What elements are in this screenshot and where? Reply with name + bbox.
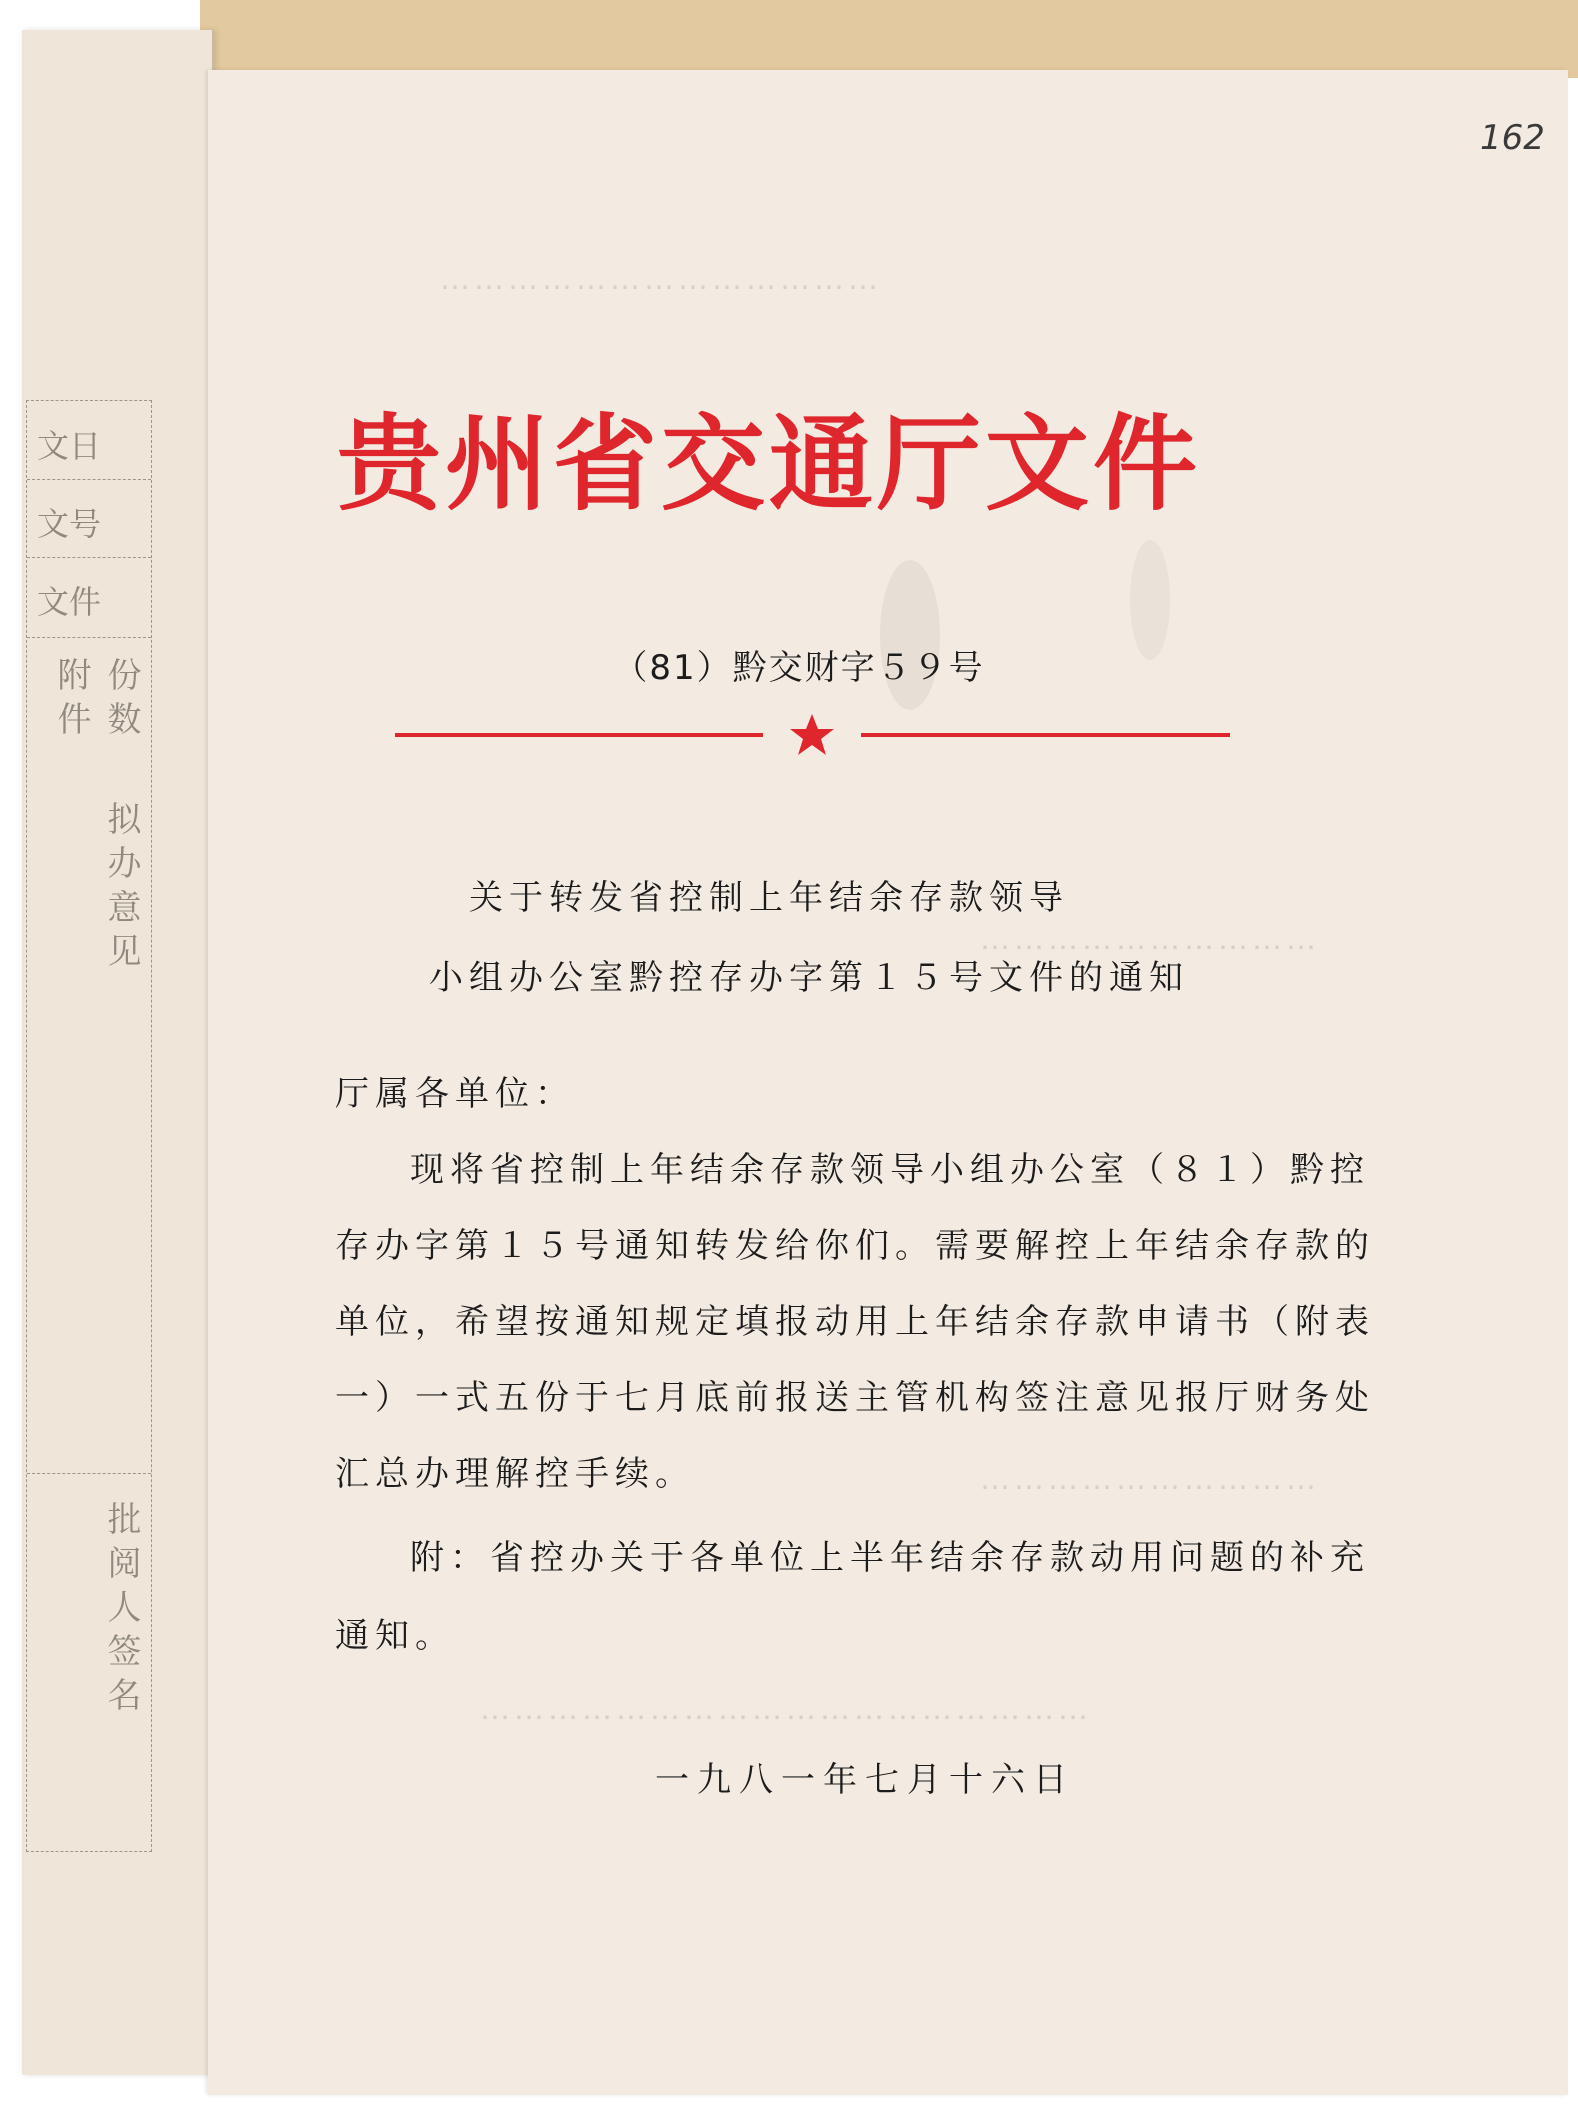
addressee: 厅属各单位： — [335, 1074, 575, 1114]
backing-board — [200, 0, 1578, 78]
body-line: 汇总办理解控手续。 — [335, 1454, 695, 1494]
form-cell — [27, 637, 151, 1474]
form-row-label: 文号 — [37, 505, 102, 543]
subject-line-2: 小组办公室黔控存办字第１５号文件的通知 — [429, 958, 1189, 998]
star-icon — [790, 714, 834, 755]
subject-line-1: 关于转发省控制上年结余存款领导 — [469, 878, 1069, 918]
bleed-through-text: ⋯⋯⋯⋯⋯⋯⋯⋯⋯⋯⋯⋯⋯ — [440, 270, 882, 305]
body-line: 现将省控制上年结余存款领导小组办公室（８１）黔控 — [410, 1150, 1370, 1190]
page-number: 162 — [1480, 118, 1545, 158]
form-row-label: 文日 — [37, 427, 102, 465]
body-line: 一）一式五份于七月底前报送主管机构签注意见报厅财务处 — [335, 1378, 1375, 1418]
bleed-through-text: ⋯⋯⋯⋯⋯⋯⋯⋯⋯⋯ — [980, 1470, 1320, 1505]
body-line: 存办字第１５号通知转发给你们。需要解控上年结余存款的 — [335, 1226, 1375, 1266]
routing-form-page — [22, 30, 214, 2075]
form-row-label: 文件 — [37, 583, 102, 621]
form-row-label: 份数 — [101, 657, 141, 745]
document-number: （81）黔交财字５９号 — [613, 648, 985, 688]
attachment-line: 通知。 — [335, 1616, 455, 1656]
bleed-through-text: ⋯⋯⋯⋯⋯⋯⋯⋯⋯⋯ — [980, 930, 1320, 965]
form-row-label: 批阅人签名 — [101, 1501, 141, 1721]
document-header-title: 贵州省交通厅文件 — [336, 403, 1201, 525]
red-star-divider — [395, 712, 1230, 758]
form-row-label: 拟办意见 — [101, 801, 141, 977]
form-row-label: 附件 — [51, 657, 91, 745]
bleed-through-text: ⋯⋯⋯⋯⋯⋯⋯⋯⋯⋯⋯⋯⋯⋯⋯⋯⋯⋯ — [480, 1700, 1092, 1735]
document-date: 一九八一年七月十六日 — [655, 1760, 1075, 1800]
routing-form-grid — [26, 400, 152, 1852]
attachment-line: 附：省控办关于各单位上半年结余存款动用问题的补充 — [410, 1538, 1370, 1578]
body-line: 单位，希望按通知规定填报动用上年结余存款申请书（附表 — [335, 1302, 1375, 1342]
